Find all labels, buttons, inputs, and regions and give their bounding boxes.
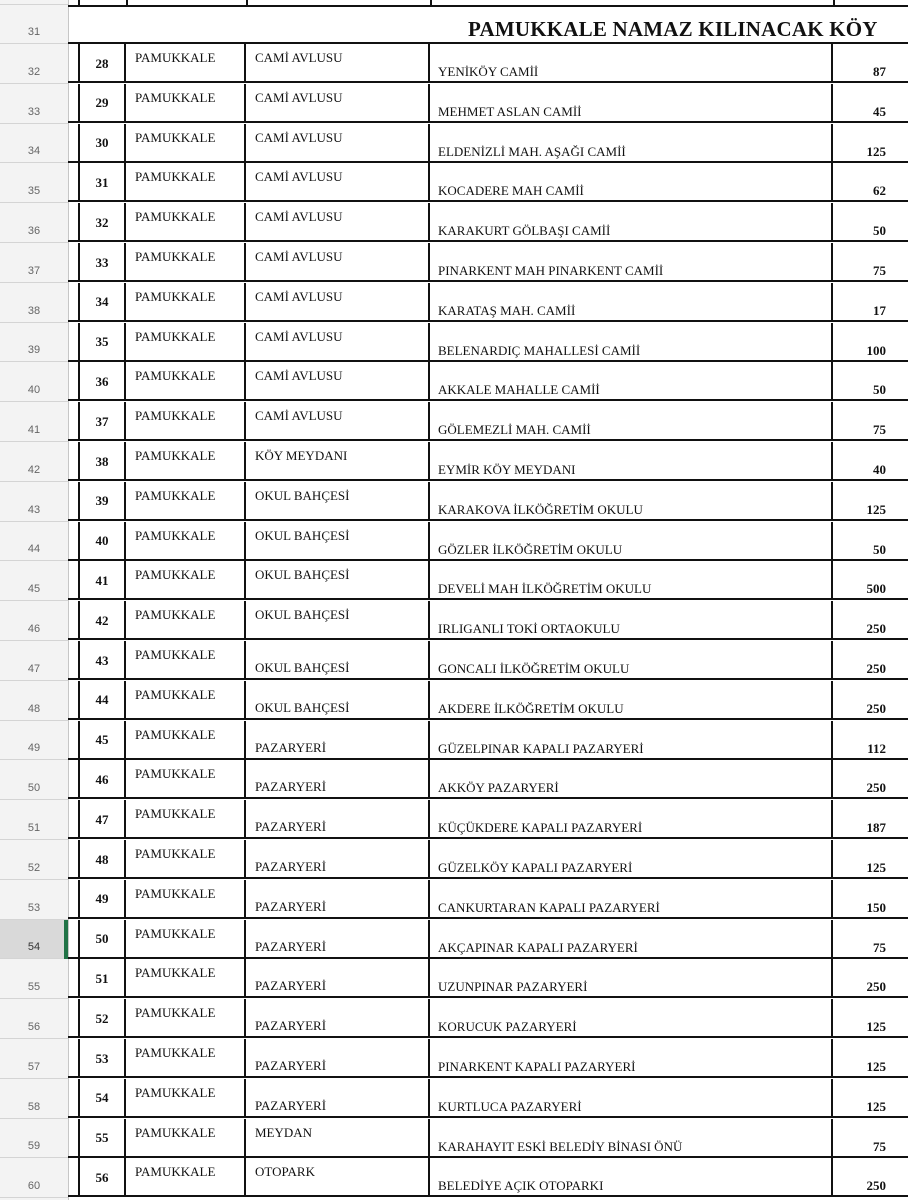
table-row[interactable] bbox=[68, 124, 908, 163]
cell-kisi-sayisi[interactable]: 125 bbox=[866, 1098, 886, 1114]
cell-yer-adi[interactable]: KARAKURT GÖLBAŞI CAMİİ bbox=[430, 203, 833, 240]
cell-sira-no[interactable]: 50 bbox=[78, 920, 126, 957]
cell-yer-adi[interactable]: BELENARDIÇ MAHALLESİ CAMİİ bbox=[430, 323, 833, 360]
table-row[interactable] bbox=[68, 1119, 908, 1158]
cell-ilce[interactable]: PAMUKKALE bbox=[126, 641, 246, 678]
cell-sira-no[interactable]: 49 bbox=[78, 880, 126, 917]
cell-yer-adi[interactable]: GONCALI İLKÖĞRETİM OKULU bbox=[430, 641, 833, 678]
cell-ilce[interactable]: PAMUKKALE bbox=[126, 1158, 246, 1195]
cell-yer-adi[interactable]: KOCADERE MAH CAMİİ bbox=[430, 163, 833, 200]
row-number[interactable]: 58 bbox=[0, 1080, 68, 1119]
cell-kisi-sayisi[interactable]: 75 bbox=[873, 1138, 886, 1154]
cell-kisi-sayisi[interactable]: 40 bbox=[873, 462, 886, 477]
cell-ilce[interactable]: PAMUKKALE bbox=[126, 1119, 246, 1156]
cell-sira-no[interactable]: 40 bbox=[78, 522, 126, 559]
row-header-gutter bbox=[0, 0, 69, 1200]
cell-kisi-sayisi[interactable]: 17 bbox=[873, 302, 886, 318]
cell-kisi-sayisi[interactable]: 125 bbox=[866, 860, 886, 875]
cell-ilce[interactable]: PAMUKKALE bbox=[126, 999, 246, 1036]
cell-yer[interactable]: CAMİ AVLUSU bbox=[246, 362, 430, 399]
row-number[interactable]: 50 bbox=[0, 761, 68, 800]
cell-yer-adi[interactable]: EYMİR KÖY MEYDANI bbox=[430, 442, 833, 479]
table-row[interactable] bbox=[68, 482, 908, 521]
row-number[interactable]: 59 bbox=[0, 1119, 68, 1158]
cell-ilce[interactable]: PAMUKKALE bbox=[126, 362, 246, 399]
cell-kisi-sayisi[interactable]: 112 bbox=[867, 740, 886, 756]
cell-sira-no[interactable]: 45 bbox=[78, 721, 126, 758]
cell-yer-adi[interactable]: UZUNPINAR PAZARYERİ bbox=[430, 959, 833, 996]
cell-sira-no[interactable]: 28 bbox=[78, 44, 126, 81]
cell-yer-adi[interactable]: KARAHAYIT ESKİ BELEDİY BİNASI ÖNÜ bbox=[430, 1119, 833, 1156]
cell-sira-no[interactable]: 52 bbox=[78, 999, 126, 1036]
cell-ilce[interactable]: PAMUKKALE bbox=[126, 522, 246, 559]
cell-yer[interactable]: KÖY MEYDANI bbox=[246, 442, 430, 479]
table-row[interactable] bbox=[68, 920, 908, 959]
cell-ilce[interactable]: PAMUKKALE bbox=[126, 601, 246, 638]
cell-ilce[interactable]: PAMUKKALE bbox=[126, 482, 246, 519]
cell-yer[interactable]: OKUL BAHÇESİ bbox=[246, 601, 430, 638]
cell-sira-no[interactable]: 31 bbox=[78, 163, 126, 200]
cell-yer[interactable]: PAZARYERİ bbox=[246, 721, 430, 758]
row-number[interactable]: 47 bbox=[0, 642, 68, 681]
table-row[interactable] bbox=[68, 840, 908, 879]
cell-yer[interactable]: PAZARYERİ bbox=[246, 920, 430, 957]
cell-ilce[interactable]: PAMUKKALE bbox=[126, 203, 246, 240]
cell-ilce[interactable]: PAMUKKALE bbox=[126, 880, 246, 917]
cell-sira-no[interactable]: 33 bbox=[78, 243, 126, 280]
cell-kisi-sayisi[interactable]: 250 bbox=[866, 661, 886, 676]
cell-kisi-sayisi[interactable]: 62 bbox=[873, 183, 886, 199]
table-row[interactable] bbox=[68, 203, 908, 242]
cell-yer-adi[interactable]: BELEDİYE AÇIK OTOPARKI bbox=[430, 1158, 833, 1195]
cell-kisi-sayisi[interactable]: 75 bbox=[873, 263, 886, 278]
row-number[interactable]: 52 bbox=[0, 841, 68, 880]
cell-ilce[interactable]: PAMUKKALE bbox=[126, 760, 246, 797]
cell-kisi-sayisi[interactable]: 45 bbox=[873, 103, 886, 119]
cell-sira-no[interactable]: 56 bbox=[78, 1158, 126, 1195]
cell-yer[interactable]: PAZARYERİ bbox=[246, 1039, 430, 1076]
cell-yer[interactable]: OKUL BAHÇESİ bbox=[246, 681, 430, 718]
cell-ilce[interactable]: PAMUKKALE bbox=[126, 283, 246, 320]
cell-yer-adi[interactable]: KÜÇÜKDERE KAPALI PAZARYERİ bbox=[430, 800, 833, 837]
cell-ilce[interactable]: PAMUKKALE bbox=[126, 920, 246, 957]
cell-kisi-sayisi[interactable]: 75 bbox=[873, 422, 886, 438]
cell-yer[interactable]: CAMİ AVLUSU bbox=[246, 124, 430, 161]
cell-yer[interactable]: CAMİ AVLUSU bbox=[246, 163, 430, 200]
row-number[interactable]: 33 bbox=[0, 85, 68, 124]
cell-yer-adi[interactable]: YENİKÖY CAMİİ bbox=[430, 44, 833, 81]
cell-yer-adi[interactable]: GÖLEMEZLİ MAH. CAMİİ bbox=[430, 402, 833, 439]
table-row[interactable] bbox=[68, 84, 908, 123]
cell-yer[interactable]: PAZARYERİ bbox=[246, 760, 430, 797]
cell-kisi-sayisi[interactable]: 500 bbox=[866, 581, 886, 597]
cell-ilce[interactable]: PAMUKKALE bbox=[126, 442, 246, 479]
table-row[interactable] bbox=[68, 323, 908, 362]
cell-kisi-sayisi[interactable]: 250 bbox=[866, 1178, 886, 1194]
cell-ilce[interactable]: PAMUKKALE bbox=[126, 681, 246, 718]
cell-kisi-sayisi[interactable]: 50 bbox=[873, 541, 886, 557]
cell-sira-no[interactable]: 51 bbox=[78, 959, 126, 996]
cell-yer[interactable]: OKUL BAHÇESİ bbox=[246, 522, 430, 559]
cell-sira-no[interactable]: 55 bbox=[78, 1119, 126, 1156]
cell-ilce[interactable]: PAMUKKALE bbox=[126, 323, 246, 360]
cell-yer[interactable]: CAMİ AVLUSU bbox=[246, 323, 430, 360]
cell-yer-adi[interactable]: GÜZELPINAR KAPALI PAZARYERİ bbox=[430, 721, 833, 758]
cell-ilce[interactable]: PAMUKKALE bbox=[126, 402, 246, 439]
cell-kisi-sayisi[interactable]: 250 bbox=[866, 700, 886, 716]
cell-sira-no[interactable]: 34 bbox=[78, 283, 126, 320]
row-number[interactable]: 38 bbox=[0, 284, 68, 323]
table-row[interactable] bbox=[68, 641, 908, 680]
row-number[interactable]: 41 bbox=[0, 403, 68, 442]
table-row[interactable] bbox=[68, 402, 908, 441]
table-row[interactable] bbox=[68, 561, 908, 600]
table-row[interactable] bbox=[68, 362, 908, 401]
cell-kisi-sayisi[interactable]: 250 bbox=[866, 780, 886, 796]
cell-sira-no[interactable]: 37 bbox=[78, 402, 126, 439]
cell-yer-adi[interactable]: ELDENİZLİ MAH. AŞAĞI CAMİİ bbox=[430, 124, 833, 161]
table-row[interactable] bbox=[68, 880, 908, 919]
row-number[interactable]: 54 bbox=[0, 920, 68, 959]
table-row[interactable] bbox=[68, 44, 908, 83]
cell-ilce[interactable]: PAMUKKALE bbox=[126, 44, 246, 81]
cell-sira-no[interactable]: 30 bbox=[78, 124, 126, 161]
cell-yer[interactable]: OKUL BAHÇESİ bbox=[246, 641, 430, 678]
cell-yer-adi[interactable]: KARATAŞ MAH. CAMİİ bbox=[430, 283, 833, 320]
cell-yer-adi[interactable]: DEVELİ MAH İLKÖĞRETİM OKULU bbox=[430, 561, 833, 598]
cell-yer[interactable]: PAZARYERİ bbox=[246, 840, 430, 877]
cell-yer-adi[interactable]: KORUCUK PAZARYERİ bbox=[430, 999, 833, 1036]
title-row[interactable] bbox=[68, 6, 908, 44]
cell-sira-no[interactable]: 53 bbox=[78, 1039, 126, 1076]
row-number[interactable]: 32 bbox=[0, 45, 68, 84]
table-row[interactable] bbox=[68, 800, 908, 839]
cell-ilce[interactable]: PAMUKKALE bbox=[126, 800, 246, 837]
cell-ilce[interactable]: PAMUKKALE bbox=[126, 163, 246, 200]
cell-yer[interactable]: CAMİ AVLUSU bbox=[246, 44, 430, 81]
cell-sira-no[interactable]: 29 bbox=[78, 84, 126, 121]
row-number[interactable]: 40 bbox=[0, 363, 68, 402]
cell-yer[interactable]: CAMİ AVLUSU bbox=[246, 84, 430, 121]
cell-kisi-sayisi[interactable]: 87 bbox=[873, 64, 886, 79]
cell-yer[interactable]: PAZARYERİ bbox=[246, 800, 430, 837]
table-row[interactable] bbox=[68, 163, 908, 202]
cell-ilce[interactable]: PAMUKKALE bbox=[126, 840, 246, 877]
cell-kisi-sayisi[interactable]: 50 bbox=[873, 382, 886, 398]
cell-ilce[interactable]: PAMUKKALE bbox=[126, 561, 246, 598]
cell-kisi-sayisi[interactable]: 50 bbox=[873, 223, 886, 239]
cell-yer-adi[interactable]: GÜZELKÖY KAPALI PAZARYERİ bbox=[430, 840, 833, 877]
table-row[interactable] bbox=[68, 681, 908, 720]
cell-kisi-sayisi[interactable]: 250 bbox=[866, 979, 886, 995]
cell-yer-adi[interactable]: KURTLUCA PAZARYERİ bbox=[430, 1079, 833, 1116]
table-row[interactable] bbox=[68, 243, 908, 282]
table-row[interactable] bbox=[68, 601, 908, 640]
table-row[interactable] bbox=[68, 1039, 908, 1078]
cell-sira-no[interactable]: 43 bbox=[78, 641, 126, 678]
table-row[interactable] bbox=[68, 999, 908, 1038]
table-row[interactable] bbox=[68, 1158, 908, 1197]
cell-ilce[interactable]: PAMUKKALE bbox=[126, 721, 246, 758]
row-number[interactable]: 53 bbox=[0, 881, 68, 920]
cell-yer[interactable]: CAMİ AVLUSU bbox=[246, 243, 430, 280]
cell-yer[interactable]: CAMİ AVLUSU bbox=[246, 402, 430, 439]
cell-yer[interactable]: PAZARYERİ bbox=[246, 999, 430, 1036]
cell-yer-adi[interactable]: AKÇAPINAR KAPALI PAZARYERİ bbox=[430, 920, 833, 957]
cell-ilce[interactable]: PAMUKKALE bbox=[126, 243, 246, 280]
table-row[interactable] bbox=[68, 721, 908, 760]
cell-kisi-sayisi[interactable]: 150 bbox=[866, 899, 886, 915]
table-row[interactable] bbox=[68, 959, 908, 998]
cell-sira-no[interactable]: 32 bbox=[78, 203, 126, 240]
cell-sira-no[interactable]: 48 bbox=[78, 840, 126, 877]
cell-sira-no[interactable]: 46 bbox=[78, 760, 126, 797]
row-number[interactable]: 46 bbox=[0, 602, 68, 641]
table-row[interactable] bbox=[68, 283, 908, 322]
cell-yer[interactable]: PAZARYERİ bbox=[246, 880, 430, 917]
cell-yer-adi[interactable]: GÖZLER İLKÖĞRETİM OKULU bbox=[430, 522, 833, 559]
row-number[interactable]: 48 bbox=[0, 682, 68, 721]
row-number[interactable]: 60 bbox=[0, 1159, 68, 1198]
table-row[interactable] bbox=[68, 442, 908, 481]
cell-ilce[interactable]: PAMUKKALE bbox=[126, 84, 246, 121]
cell-sira-no[interactable]: 44 bbox=[78, 681, 126, 718]
row-number[interactable]: 36 bbox=[0, 204, 68, 243]
row-number[interactable]: 55 bbox=[0, 960, 68, 999]
cell-kisi-sayisi[interactable]: 125 bbox=[866, 143, 886, 159]
cell-yer-adi[interactable]: AKKALE MAHALLE CAMİİ bbox=[430, 362, 833, 399]
table-row[interactable] bbox=[68, 522, 908, 561]
cell-yer-adi[interactable]: MEHMET ASLAN CAMİİ bbox=[430, 84, 833, 121]
cell-yer-adi[interactable]: PINARKENT KAPALI PAZARYERİ bbox=[430, 1039, 833, 1076]
cell-sira-no[interactable]: 36 bbox=[78, 362, 126, 399]
cell-yer[interactable]: OKUL BAHÇESİ bbox=[246, 561, 430, 598]
cell-sira-no[interactable]: 54 bbox=[78, 1079, 126, 1116]
cell-yer[interactable]: CAMİ AVLUSU bbox=[246, 283, 430, 320]
cell-yer[interactable]: OTOPARK bbox=[246, 1158, 430, 1195]
row-number[interactable]: 31 bbox=[0, 5, 68, 44]
row-number[interactable]: 42 bbox=[0, 443, 68, 482]
row-number[interactable]: 37 bbox=[0, 244, 68, 283]
sheet-title: PAMUKKALE NAMAZ KILINACAK KÖY bbox=[468, 17, 878, 41]
cell-yer-adi[interactable]: AKKÖY PAZARYERİ bbox=[430, 760, 833, 797]
row-number[interactable]: 44 bbox=[0, 522, 68, 561]
table-row[interactable] bbox=[68, 760, 908, 799]
cell-yer[interactable]: PAZARYERİ bbox=[246, 1079, 430, 1116]
cell-yer-adi[interactable]: AKDERE İLKÖĞRETİM OKULU bbox=[430, 681, 833, 718]
cell-ilce[interactable]: PAMUKKALE bbox=[126, 124, 246, 161]
row-number[interactable]: 39 bbox=[0, 323, 68, 362]
row-number[interactable]: 57 bbox=[0, 1040, 68, 1079]
row-number[interactable]: 45 bbox=[0, 562, 68, 601]
cell-kisi-sayisi[interactable]: 75 bbox=[873, 939, 886, 955]
row-number[interactable]: 34 bbox=[0, 124, 68, 163]
cell-sira-no[interactable]: 41 bbox=[78, 561, 126, 598]
cell-sira-no[interactable]: 35 bbox=[78, 323, 126, 360]
cell-yer[interactable]: CAMİ AVLUSU bbox=[246, 203, 430, 240]
cell-sira-no[interactable]: 42 bbox=[78, 601, 126, 638]
cell-yer[interactable]: OKUL BAHÇESİ bbox=[246, 482, 430, 519]
cell-sira-no[interactable]: 39 bbox=[78, 482, 126, 519]
cell-sira-no[interactable]: 47 bbox=[78, 800, 126, 837]
cell-sira-no[interactable]: 38 bbox=[78, 442, 126, 479]
cell-yer-adi[interactable]: CANKURTARAN KAPALI PAZARYERİ bbox=[430, 880, 833, 917]
cell-yer[interactable]: PAZARYERİ bbox=[246, 959, 430, 996]
cell-yer-adi[interactable]: IRLIGANLI TOKİ ORTAOKULU bbox=[430, 601, 833, 638]
cell-kisi-sayisi[interactable]: 100 bbox=[866, 342, 886, 358]
cell-kisi-sayisi[interactable]: 250 bbox=[866, 621, 886, 637]
cell-yer-adi[interactable]: PINARKENT MAH PINARKENT CAMİİ bbox=[430, 243, 833, 280]
cell-kisi-sayisi[interactable]: 125 bbox=[866, 1059, 886, 1074]
row-number[interactable]: 49 bbox=[0, 721, 68, 760]
cell-ilce[interactable]: PAMUKKALE bbox=[126, 1039, 246, 1076]
row-number[interactable]: 43 bbox=[0, 483, 68, 522]
row-number[interactable]: 35 bbox=[0, 164, 68, 203]
cell-ilce[interactable]: PAMUKKALE bbox=[126, 1079, 246, 1116]
cell-ilce[interactable]: PAMUKKALE bbox=[126, 959, 246, 996]
cell-kisi-sayisi[interactable]: 187 bbox=[866, 820, 886, 836]
cell-kisi-sayisi[interactable]: 125 bbox=[866, 501, 886, 517]
cell-yer-adi[interactable]: KARAKOVA İLKÖĞRETİM OKULU bbox=[430, 482, 833, 519]
row-number[interactable]: 51 bbox=[0, 801, 68, 840]
row-number[interactable]: 56 bbox=[0, 1000, 68, 1039]
table-row[interactable] bbox=[68, 1079, 908, 1118]
cell-yer[interactable]: MEYDAN bbox=[246, 1119, 430, 1156]
cell-kisi-sayisi[interactable]: 125 bbox=[866, 1019, 886, 1035]
